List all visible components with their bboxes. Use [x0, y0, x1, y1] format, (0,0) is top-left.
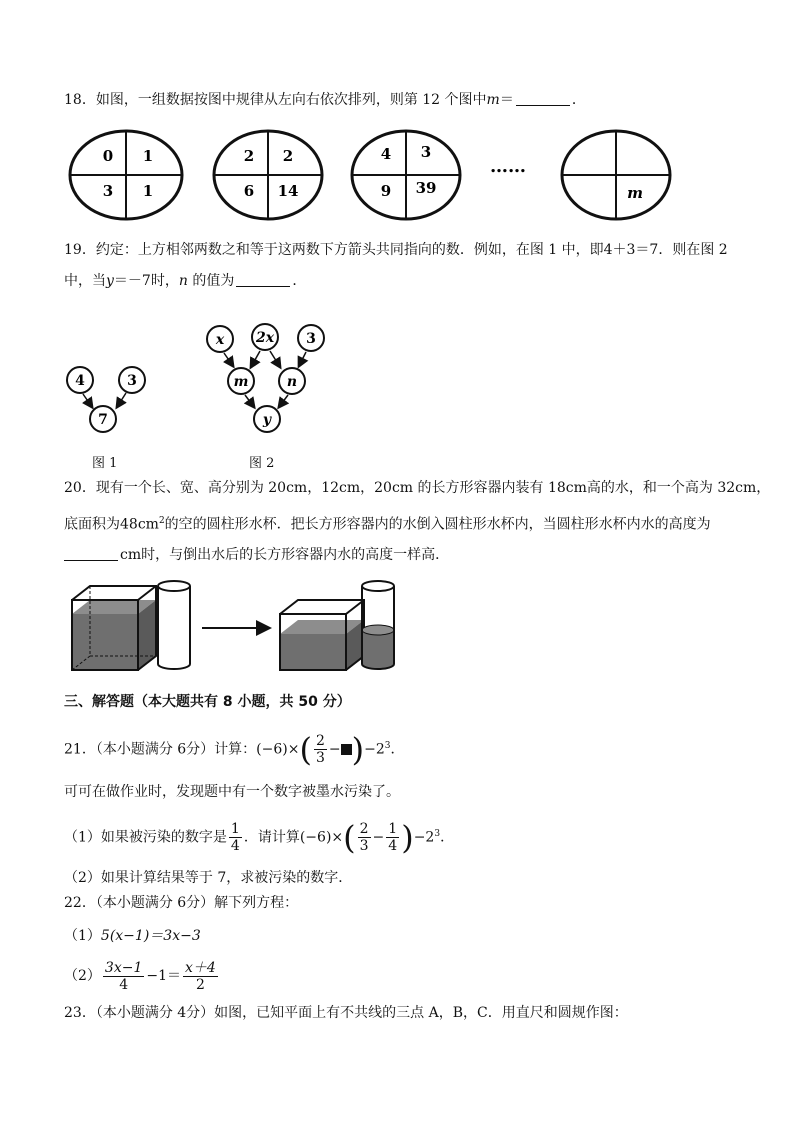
q22-p2-f2-den: 2: [195, 976, 205, 993]
q19-blank[interactable]: [236, 272, 290, 287]
q21-part2: （2）如果计算结果等于 7，求被污染的数字．: [64, 870, 353, 886]
q21-p1-frac-den: 4: [230, 838, 240, 855]
q22-part1: [64, 926, 201, 946]
fig2-y: y: [262, 412, 272, 428]
section3-title: 三、解答题（本大题共有 8 小题，共 50 分）: [64, 694, 351, 710]
fig2-caption: 图 2: [249, 456, 275, 471]
fig2-n: n: [286, 374, 298, 390]
q18-text: 18．如图，一组数据按图中规律从左向右依次排列，则第 12 个图中: [64, 92, 487, 108]
q20-sup: 2: [158, 516, 165, 526]
box-before: [72, 586, 156, 670]
rparen: ): [351, 730, 365, 769]
q21-p1-f2-den: 4: [388, 838, 398, 855]
q21-p1-a: （1）如果被污染的数字是: [64, 829, 227, 846]
q19-line2: [64, 271, 306, 291]
lparen2: (: [343, 818, 356, 857]
q18-figure: [60, 124, 740, 229]
q19-l2b: ＝－7时，: [113, 273, 179, 289]
cylinder-empty: [158, 581, 190, 669]
fig1-4: 4: [75, 373, 85, 389]
circle-last: [562, 131, 670, 219]
q21-part1: [64, 814, 455, 857]
q18-stem: [64, 90, 586, 110]
fig1-3: 3: [127, 373, 137, 389]
q21-p1-minus: −: [372, 829, 385, 846]
c2-tl: 2: [243, 147, 255, 165]
c3-tl: 4: [380, 145, 392, 163]
circle-2: [214, 131, 322, 219]
fig1-caption: 图 1: [92, 456, 118, 471]
q21-note: 可可在做作业时，发现题中有一个数字被墨水污染了。: [64, 784, 400, 800]
fig2-x: x: [215, 332, 225, 348]
q22-p2-f1-den: 4: [119, 976, 129, 993]
q22-p2-label: （2）: [64, 968, 101, 984]
fig2: [207, 324, 324, 432]
fig2-m: m: [233, 374, 249, 390]
q22-p2-f1-num: 3x−1: [104, 959, 143, 976]
ellipsis: ……: [490, 156, 526, 177]
q22-part2: [64, 956, 220, 996]
q20-l3b: cm时，与倒出水后的长方形容器内水的高度一样高．: [120, 547, 450, 563]
q22-p1-eq: 5(x−1)＝3x−3: [100, 928, 201, 944]
fig2-3: 3: [306, 331, 316, 347]
q21-frac-den: 3: [315, 750, 325, 767]
box-after: [280, 600, 364, 670]
c1-tl: 0: [102, 147, 114, 165]
c3-tr: 3: [420, 143, 432, 161]
rparen2: ): [401, 818, 414, 857]
q22-p2-f1: [103, 960, 144, 993]
fig2-2x: 2x: [255, 330, 275, 346]
c3-br: 39: [415, 179, 437, 197]
lparen: (: [299, 730, 312, 769]
q21-p1-f1: [358, 821, 371, 854]
q22-stem: 22．（本小题满分 6分）解下列方程：: [64, 895, 299, 911]
q19-l2c: 的值为: [187, 273, 235, 289]
q19-l2d: ．: [292, 273, 307, 289]
q21-p1-end: ．: [440, 829, 455, 846]
c2-br: 14: [277, 182, 299, 200]
q19-var-n: n: [178, 273, 188, 289]
c1-bl: 3: [102, 182, 114, 200]
q21-p1-f1-den: 3: [359, 838, 369, 855]
c1-tr: 1: [142, 147, 154, 165]
fig1-7: 7: [98, 412, 108, 428]
q20-l2a: 底面积为48cm: [64, 516, 159, 533]
q18-var: m: [486, 92, 500, 108]
q21-p1-tail: −2: [413, 829, 435, 846]
q18-blank[interactable]: [516, 91, 570, 106]
q21-frac-num: 2: [315, 733, 325, 750]
q21-p1-f2-num: 1: [388, 821, 398, 838]
q22-p2-f2: [183, 960, 218, 993]
q21-tail: −2: [364, 741, 385, 758]
q21-p1-b: ．请计算: [243, 829, 300, 846]
q20-line3: [64, 545, 449, 565]
q18-eq: ＝: [499, 92, 514, 108]
q20-line2: [64, 511, 711, 535]
q20-blank[interactable]: [64, 546, 118, 561]
q21-sup: 3: [384, 741, 391, 751]
ink-blot-icon: [341, 744, 352, 755]
q21-minus: −: [328, 741, 341, 758]
q20-figure: [70, 578, 410, 676]
q21-p1-c: (−6)×: [299, 829, 344, 846]
q23-stem: 23．（本小题满分 4分）如图，已知平面上有不共线的三点 A，B，C．用直尺和圆规作图：: [64, 1005, 628, 1021]
q19-var-y: y: [106, 273, 114, 289]
circle-1: [70, 131, 182, 219]
c1-br: 1: [142, 182, 154, 200]
q21-p1-frac: [229, 821, 242, 854]
circle-3: [352, 131, 460, 219]
q22-p2-f2-num: x＋4: [185, 959, 216, 976]
c2-bl: 6: [243, 182, 255, 200]
c3-bl: 9: [380, 182, 392, 200]
q21-p1-sup: 3: [434, 829, 441, 839]
clast-m: m: [627, 184, 643, 202]
q22-p1-label: （1）: [64, 928, 101, 944]
fig1: [67, 367, 145, 432]
q20-line1: 20．现有一个长、宽、高分别为 20cm，12cm，20cm 的长方形容器内装有 18cm高的水，和一个高为 32cm，: [64, 480, 771, 496]
q21-frac: [314, 733, 327, 766]
q21-p1-frac-num: 1: [230, 821, 240, 838]
q22-p2-mid: −1＝: [146, 968, 182, 984]
q19-figures: [55, 318, 355, 443]
q19-line1: 19．约定：上方相邻两数之和等于这两数下方箭头共同指向的数．例如，在图 1 中，即4＋3＝7．则在图 2: [64, 242, 728, 258]
q21-end: ．: [390, 741, 405, 758]
q20-l2b: 的空的圆柱形水杯．把长方形容器内的水倒入圆柱形水杯内，当圆柱形水杯内水的高度为: [164, 516, 711, 533]
c2-tr: 2: [282, 147, 294, 165]
q21-stem: [64, 726, 405, 769]
q18-period: ．: [571, 92, 586, 108]
cylinder-filled: [362, 581, 394, 669]
q21-p1-f2: [386, 821, 399, 854]
q21-stem-b: (−6)×: [256, 741, 300, 758]
q21-stem-a: 21．（本小题满分 6分）计算：: [64, 741, 257, 758]
q19-l2a: 中，当: [64, 273, 106, 289]
q21-p1-f1-num: 2: [359, 821, 369, 838]
